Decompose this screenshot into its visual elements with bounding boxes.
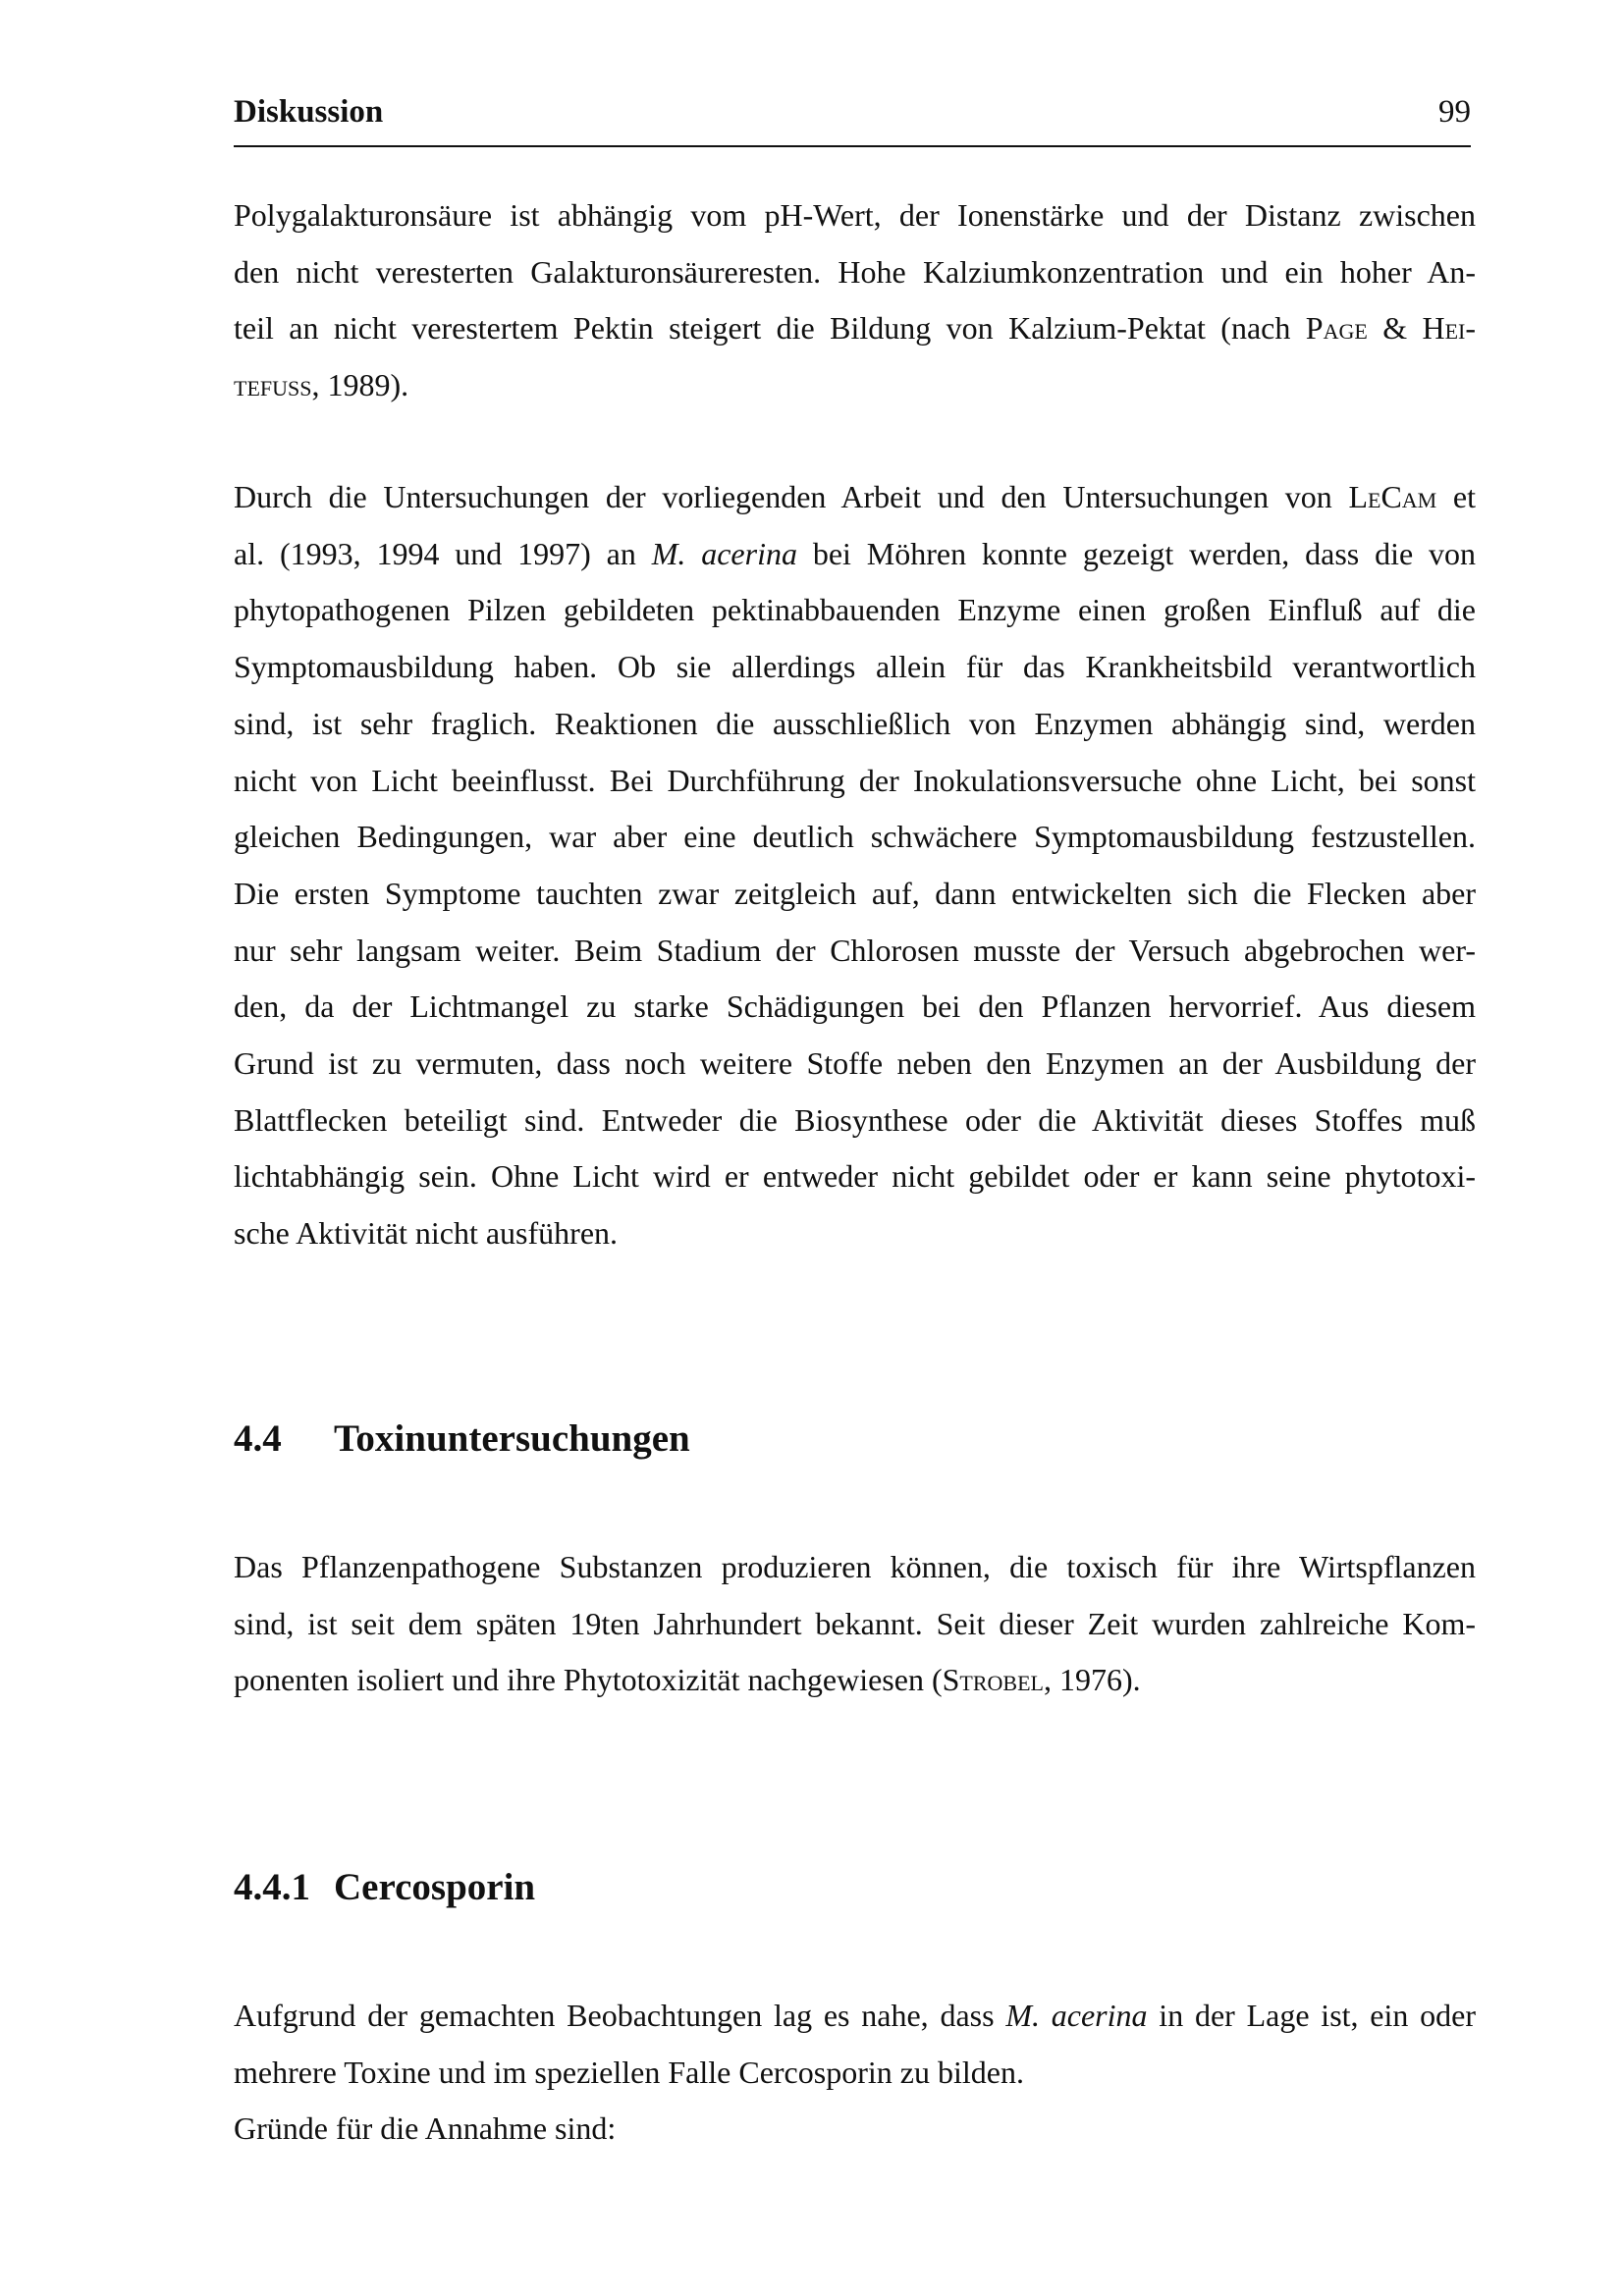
author-citation: Hei- xyxy=(1422,310,1476,347)
running-header xyxy=(234,94,1471,147)
text-line: lichtabhängig sein. Ohne Licht wird er entweder nicht gebildet oder er kann seine phytotoxi- xyxy=(234,1158,1476,1195)
text-line: Gründe für die Annahme sind: xyxy=(234,2110,617,2147)
text-line: mehrere Toxine und im speziellen Falle Cercosporin zu bilden. xyxy=(234,2054,1024,2090)
text-line: ponenten isoliert und ihre Phytotoxizität nachgewiesen (Strobel, 1976). xyxy=(234,1662,1141,1698)
species-name: M. acerina xyxy=(1005,1998,1148,2033)
text-line: den nicht veresterten Galakturonsäureresten. Hohe Kalziumkonzentration und ein hoher An- xyxy=(234,253,1476,290)
paragraph-toxins xyxy=(234,1539,1476,1709)
text-line: den, da der Lichtmangel zu starke Schädigungen bei den Pflanzen hervorrief. Aus diesem xyxy=(234,988,1476,1025)
text-line: Symptomausbildung haben. Ob sie allerdings allein für das Krankheitsbild verantwortlich xyxy=(234,649,1476,685)
text-line: tefuss, 1989). xyxy=(234,367,409,403)
section-number: 4.4 xyxy=(234,1417,282,1460)
paragraph-enzymes xyxy=(234,469,1476,1262)
text-line: sche Aktivität nicht ausführen. xyxy=(234,1215,619,1252)
text-line: nur sehr langsam weiter. Beim Stadium der Chlorosen musste der Versuch abgebrochen wer- xyxy=(234,932,1476,968)
text-line: sind, ist sehr fraglich. Reaktionen die ausschließlich von Enzymen abhängig sind, werden xyxy=(234,705,1476,741)
section-title: Toxinuntersuchungen xyxy=(334,1417,690,1460)
section-heading-4-4-1 xyxy=(234,1865,1476,1909)
text-line: gleichen Bedingungen, war aber eine deutlich schwächere Symptomausbildung festzustellen. xyxy=(234,819,1476,855)
author-citation: Page xyxy=(1305,310,1368,347)
section-heading-4-4 xyxy=(234,1416,1476,1461)
paragraph-pectate xyxy=(234,187,1476,414)
text-line: teil an nicht verestertem Pektin steigert die Bildung von Kalzium-Pektat (nach Page & Hei- xyxy=(234,310,1476,347)
header-title: Diskussion xyxy=(234,94,384,130)
author-citation: Strobel xyxy=(942,1662,1044,1698)
text-line: phytopathogenen Pilzen gebildeten pektinabbauenden Enzyme einen großen Einfluß auf die xyxy=(234,592,1476,628)
text-line: Grund ist zu vermuten, dass noch weitere Stoffe neben den Enzymen an der Ausbildung der xyxy=(234,1045,1476,1082)
species-name: M. acerina xyxy=(651,535,797,571)
text-line: Das Pflanzenpathogene Substanzen produzieren können, die toxisch für ihre Wirtspflanzen xyxy=(234,1549,1476,1584)
text-line: sind, ist seit dem späten 19ten Jahrhundert bekannt. Seit dieser Zeit wurden zahlreiche Kom- xyxy=(234,1605,1476,1641)
text-line: Die ersten Symptome tauchten zwar zeitgleich auf, dann entwickelten sich die Flecken aber xyxy=(234,875,1476,911)
section-number: 4.4.1 xyxy=(234,1866,310,1908)
text-line: Blattflecken beteiligt sind. Entweder die Biosynthese oder die Aktivität dieses Stoffes muß xyxy=(234,1101,1476,1138)
author-citation: tefuss xyxy=(234,367,312,403)
text-line: Durch die Untersuchungen der vorliegenden Arbeit und den Untersuchungen von LeCam et xyxy=(234,479,1476,514)
text-line: nicht von Licht beeinflusst. Bei Durchführung der Inokulationsversuche ohne Licht, bei sonst xyxy=(234,762,1476,798)
author-citation: LeCam xyxy=(1348,479,1437,514)
text-line: Aufgrund der gemachten Beobachtungen lag es nahe, dass M. acerina in der Lage ist, ein oder xyxy=(234,1998,1476,2033)
page-number: 99 xyxy=(1438,94,1471,130)
paragraph-cercosporin xyxy=(234,1988,1476,2158)
text-line: Polygalakturonsäure ist abhängig vom pH-Wert, der Ionenstärke und der Distanz zwischen xyxy=(234,197,1476,233)
text-line: al. (1993, 1994 und 1997) an M. acerina bei Möhren konnte gezeigt werden, dass die von xyxy=(234,535,1476,571)
section-title: Cercosporin xyxy=(334,1866,536,1908)
